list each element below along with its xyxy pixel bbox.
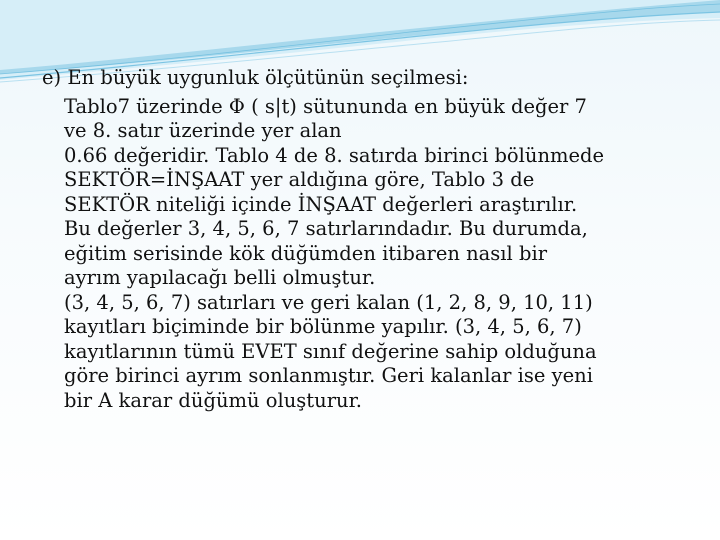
text-line: SEKTÖR niteliği içinde İNŞAAT değerleri araştırılır. <box>64 192 578 216</box>
slide-content <box>42 66 692 413</box>
text-line: (3, 4, 5, 6, 7) satırları ve geri kalan (1, 2, 8, 9, 10, 11) <box>64 290 593 314</box>
text-line: eğitim serisinde kök düğümden itibaren nasıl bir <box>64 241 548 265</box>
paragraph-3 <box>64 291 692 414</box>
text-line: 0.66 değeridir. Tablo 4 de 8. satırda birinci bölünmede <box>64 143 605 167</box>
text-line: ve 8. satır üzerinde yer alan <box>64 119 342 142</box>
text-line: ayrım yapılacağı belli olmuştur. <box>64 266 376 289</box>
text-line: bir A karar düğümü oluşturur. <box>64 388 362 412</box>
text-line: göre birinci ayrım sonlanmıştır. Geri kalanlar ise yeni <box>64 364 593 387</box>
text-line: Tablo7 üzerinde Φ ( s|t) sütununda en büyük değer 7 <box>64 94 587 118</box>
section-heading: e) En büyük uygunluk ölçütünün seçilmesi: <box>42 66 469 89</box>
paragraph-2 <box>64 144 692 291</box>
text-line: SEKTÖR=İNŞAAT yer aldığına göre, Tablo 3 de <box>64 168 535 191</box>
text-line: Bu değerler 3, 4, 5, 6, 7 satırlarındadır. Bu durumda, <box>64 217 588 240</box>
text-line: kayıtları biçiminde bir bölünme yapılır. (3, 4, 5, 6, 7) <box>64 315 582 338</box>
paragraph-1 <box>64 95 692 144</box>
text-line: kayıtlarının tümü EVET sınıf değerine sahip olduğuna <box>64 339 597 363</box>
